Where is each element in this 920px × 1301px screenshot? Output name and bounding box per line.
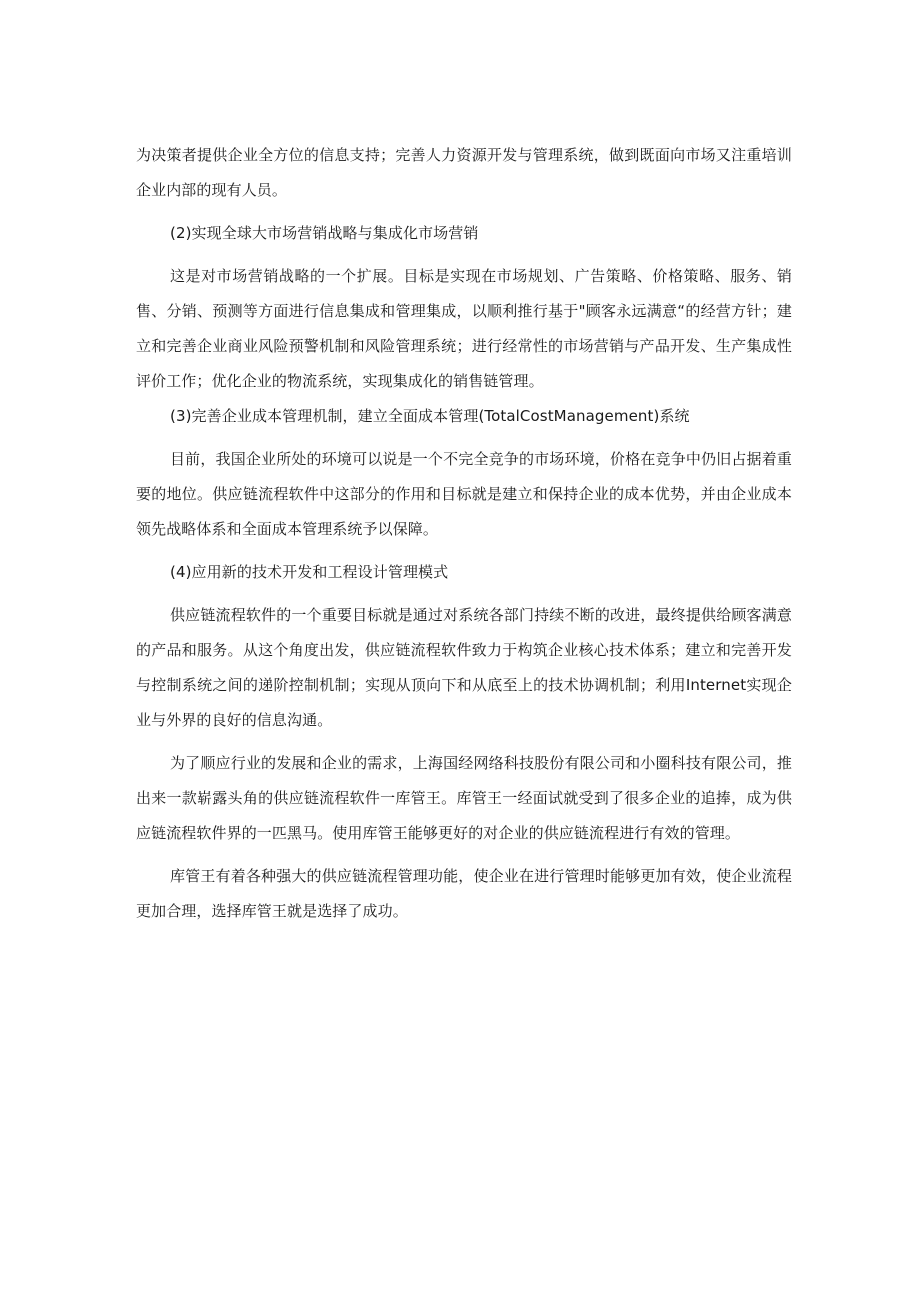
paragraph-decision-support: 为决策者提供企业全方位的信息支持；完善人力资源开发与管理系统，做到既面向市场又注重培训企业内部的现有人员。 bbox=[136, 146, 792, 199]
paragraph-cost-advantage: 目前，我国企业所处的环境可以说是一个不完全竞争的市场环境，价格在竞争中仍旧占据着重要的地位。供应链流程软件中这部分的作用和目标就是建立和保持企业的成本优势，并由企业成本领先战略体系和全面成本管理系统予以保障。 bbox=[136, 450, 792, 538]
paragraph-marketing-strategy: 这是对市场营销战略的一个扩展。目标是实现在市场规划、广告策略、价格策略、服务、销售、分销、预测等方面进行信息集成和管理集成，以顺利推行基于"顾客永远满意“的经营方针；建立和完善企业商业风险预警机制和风险管理系统；进行经常性的市场营销与产品开发、生产集成性评价工作；优化企业的物流系统，实现集成化的销售链管理。 bbox=[136, 267, 792, 390]
document-page bbox=[136, 138, 792, 929]
paragraph-kuguanwang-features: 库管王有着各种强大的供应链流程管理功能，使企业在进行管理时能够更加有效，使企业流程更加合理，选择库管王就是选择了成功。 bbox=[136, 867, 792, 920]
paragraph-core-technology: 供应链流程软件的一个重要目标就是通过对系统各部门持续不断的改进，最终提供给顾客满意的产品和服务。从这个角度出发，供应链流程软件致力于构筑企业核心技术体系；建立和完善开发与控制系统之间的递阶控制机制；实现从顶向下和从底至上的技术协调机制；利用Internet实现企业与外界的良好的信息沟通。 bbox=[136, 606, 792, 729]
heading-technology-development: (4)应用新的技术开发和工程设计管理模式 bbox=[170, 563, 449, 581]
paragraph-kuguanwang-intro: 为了顺应行业的发展和企业的需求，上海国经网络科技股份有限公司和小圈科技有限公司，推出来一款崭露头角的供应链流程软件一库管王。库管王一经面试就受到了很多企业的追捧，成为供应链流程软件界的一匹黑马。使用库管王能够更好的对企业的供应链流程进行有效的管理。 bbox=[136, 754, 792, 842]
heading-global-marketing: (2)实现全球大市场营销战略与集成化市场营销 bbox=[170, 224, 479, 242]
heading-cost-management: (3)完善企业成本管理机制，建立全面成本管理(TotalCostManagement)系统 bbox=[170, 407, 690, 425]
